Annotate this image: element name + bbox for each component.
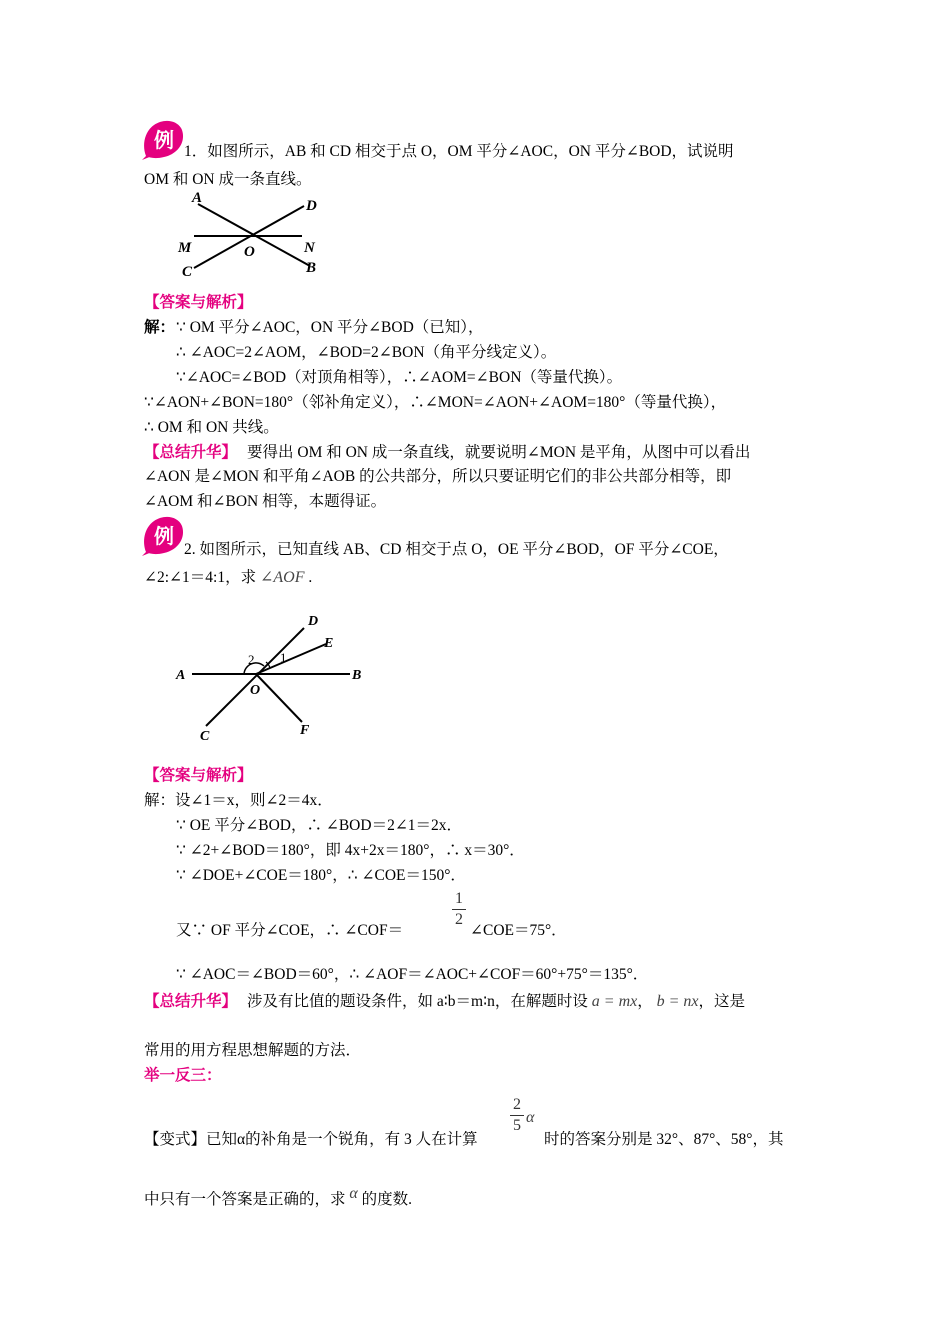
example1-solution-line3: ∵∠AOC=∠BOD（对顶角相等），∴∠AOM=∠BON（等量代换）。 <box>176 369 623 386</box>
example-badge-icon <box>140 512 186 556</box>
example-badge-label: 例 <box>154 524 174 548</box>
example2-angle-aof: ∠AOF <box>259 569 305 586</box>
fraction-bar <box>510 1115 524 1116</box>
label-C: C <box>182 264 193 280</box>
label-F: F <box>300 723 310 738</box>
example1-solution-line5: ∴ OM 和 ON 共线。 <box>144 419 279 436</box>
label-M: M <box>178 240 192 256</box>
example2-summary-line2: 常用的用方程思想解题的方法． <box>144 1042 362 1059</box>
variant-line1a: 【变式】已知α的补角是一个锐角，有 3 人在计算 <box>144 1131 478 1148</box>
variant-line2-alpha: α <box>349 1185 358 1202</box>
example1-summary-line1: 要得出 OM 和 ON 成一条直线，就要说明∠MON 是平角，从图中可以看出 <box>247 444 751 461</box>
variant-line2-text-b: 的度数. <box>361 1191 413 1208</box>
example2-question-text: ∠2:∠1＝4:1，求 <box>144 569 257 586</box>
ray-OE <box>256 644 326 674</box>
practice-title: 举一反三： <box>144 1067 222 1084</box>
example2-fraction-half <box>452 890 466 929</box>
label-A: A <box>192 190 203 206</box>
label-E: E <box>324 636 334 651</box>
example2-solution-line6: ∵ ∠AOC＝∠BOD＝60°，∴ ∠AOF＝∠AOC+∠COF＝60°+75°＝135°． <box>176 966 649 983</box>
example1-question-line2: OM 和 ON 成一条直线。 <box>144 171 312 188</box>
example1-answer-title: 【答案与解析】 <box>144 294 253 311</box>
example1-summary-line2: ∠AON 是∠MON 和平角∠AOB 的公共部分，所以只要证明它们的非公共部分相等，即 <box>144 468 732 485</box>
line-CD <box>206 628 304 726</box>
label-O: O <box>244 244 255 260</box>
summary-math-b: b = nx <box>656 993 699 1010</box>
example1-solution-line4: ∵∠AON+∠BON=180°（邻补角定义），∴∠MON=∠AON+∠AOM=180°（等量代换）， <box>144 394 727 411</box>
example2-figure <box>170 606 370 746</box>
label-N: N <box>304 240 315 256</box>
example2-summary-line1 <box>247 992 745 1012</box>
example2-question-line1: 2. 如图所示，已知直线 AB、CD 相交于点 O，OE 平分∠BOD，OF 平分∠COE， <box>184 541 729 558</box>
ray-OF <box>256 674 302 722</box>
variant-line2 <box>144 1185 413 1210</box>
example2-solution-line4: ∵ ∠DOE+∠COE＝180°，∴ ∠COE＝150°． <box>176 867 466 884</box>
example2-solution-line2: ∵ OE 平分∠BOD，∴ ∠BOD＝2∠1＝2x． <box>176 817 463 834</box>
example2-question-end: . <box>308 569 313 586</box>
example1-solution-prefix: 解： <box>144 319 176 336</box>
label-D: D <box>306 198 317 214</box>
example2-solution-line3: ∵ ∠2+∠BOD＝180°，即 4x+2x＝180°，∴ x＝30°． <box>176 842 525 859</box>
example1-solution-line2: ∴ ∠AOC=2∠AOM，∠BOD=2∠BON（角平分线定义）。 <box>176 344 557 361</box>
example1-summary-title: 【总结升华】 <box>144 444 238 461</box>
variant-line1b: 时的答案分别是 32°、87°、58°，其 <box>544 1131 784 1148</box>
example-badge-icon <box>140 116 186 160</box>
variant-line2-text-a: 中只有一个答案是正确的，求 <box>144 1191 346 1208</box>
label-B: B <box>352 668 362 683</box>
example1-summary-line3: ∠AOM 和∠BON 相等，本题得证。 <box>144 493 387 510</box>
fraction-bar <box>452 909 466 910</box>
example2-solution-line5a: 又∵ OF 平分∠COE，∴ ∠COF＝ <box>176 922 404 939</box>
variant-alpha: α <box>526 1109 535 1126</box>
example2-summary-title: 【总结升华】 <box>144 993 238 1010</box>
fraction-denominator: 5 <box>513 1117 521 1134</box>
example2-solution-line1: 解：设∠1＝x，则∠2＝4x． <box>144 792 333 809</box>
summary-text-a: 涉及有比值的题设条件，如 a∶b＝m∶n，在解题时设 <box>247 993 588 1010</box>
example1-question-line1: 1．如图所示，AB 和 CD 相交于点 O，OM 平分∠AOC，ON 平分∠BOD，试说明 <box>184 143 734 160</box>
label-D: D <box>308 614 319 629</box>
label-O: O <box>250 683 261 698</box>
example1-solution-line1: ∵ OM 平分∠AOC，ON 平分∠BOD（已知）， <box>176 319 484 336</box>
example2-question-line2 <box>144 568 312 588</box>
angle-label-2: 2 <box>248 652 255 667</box>
summary-text-b: ，这是 <box>698 993 746 1010</box>
label-B: B <box>306 260 317 276</box>
summary-sep: ， <box>637 993 653 1010</box>
fraction-numerator: 1 <box>455 890 463 907</box>
fraction-numerator: 2 <box>513 1096 521 1113</box>
example2-answer-title: 【答案与解析】 <box>144 767 253 784</box>
variant-fraction <box>510 1096 524 1135</box>
summary-math-a: a = mx <box>591 993 638 1010</box>
example-badge-label: 例 <box>154 128 174 152</box>
angle-label-1: 1 <box>280 650 287 665</box>
example1-figure <box>170 186 330 282</box>
label-C: C <box>200 729 210 744</box>
example2-solution-line5b: ∠COE＝75°． <box>470 922 567 939</box>
fraction-denominator: 2 <box>455 911 463 928</box>
label-A: A <box>176 668 186 683</box>
